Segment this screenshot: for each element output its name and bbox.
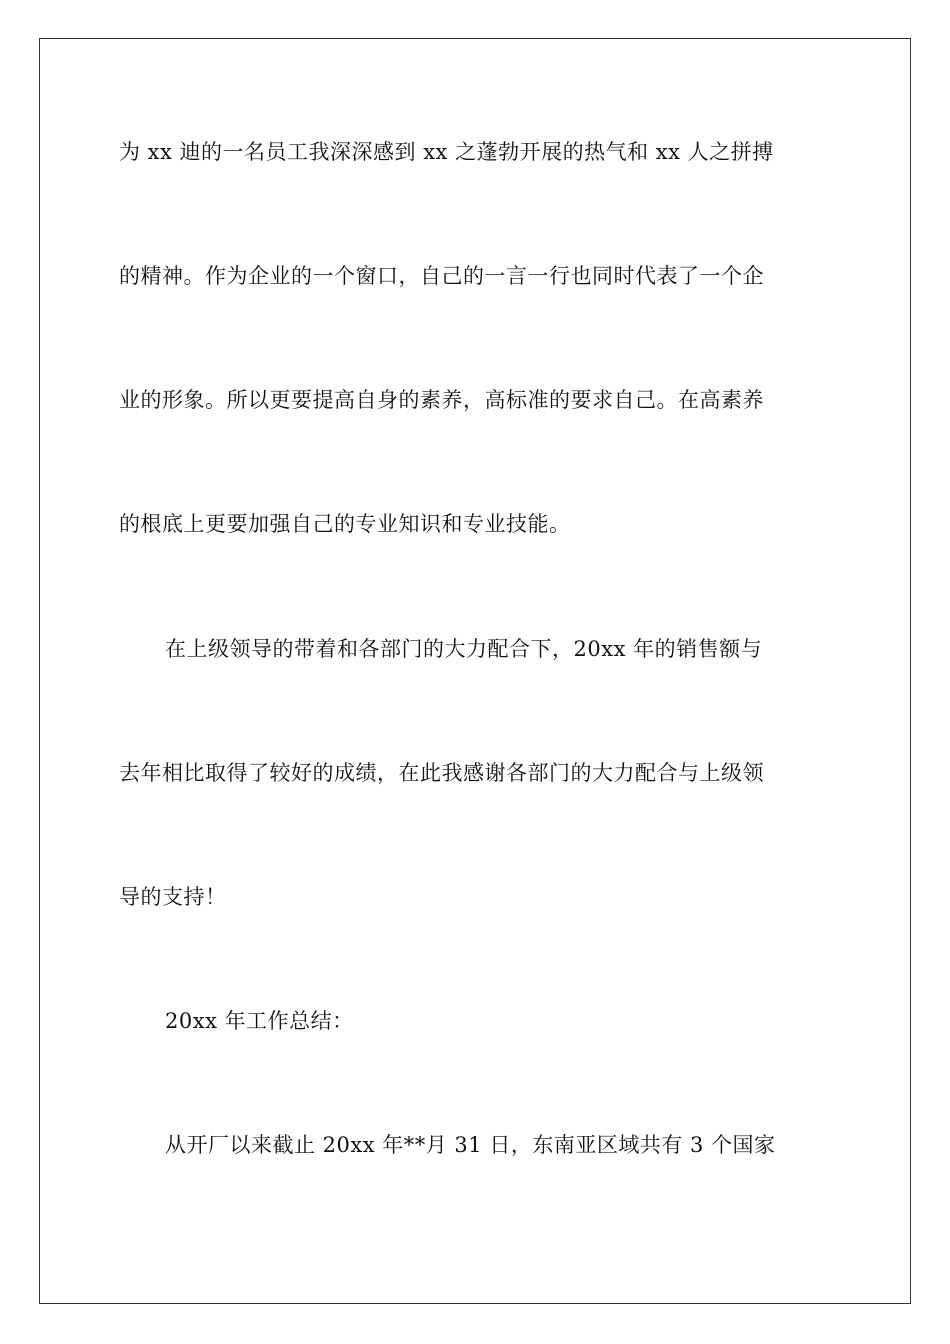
paragraph-line-3: 业的形象。所以更要提高自身的素养，高标准的要求自己。在高素养 — [119, 388, 764, 412]
paragraph-line-1: 为 xx 迪的一名员工我深深感到 xx 之蓬勃开展的热气和 xx 人之拼搏 — [119, 140, 774, 164]
paragraph-line-8: 从开厂以来截止 20xx 年**月 31 日，东南亚区域共有 3 个国家 — [165, 1133, 776, 1157]
section-heading: 20xx 年工作总结： — [165, 1009, 354, 1033]
paragraph-line-4: 的根底上更要加强自己的专业知识和专业技能。 — [119, 512, 571, 536]
paragraph-line-5: 在上级领导的带着和各部门的大力配合下，20xx 年的销售额与 — [165, 637, 763, 661]
document-page — [39, 38, 911, 1304]
paragraph-line-2: 的精神。作为企业的一个窗口，自己的一言一行也同时代表了一个企 — [119, 264, 764, 288]
paragraph-line-6: 去年相比取得了较好的成绩，在此我感谢各部门的大力配合与上级领 — [119, 761, 764, 785]
paragraph-line-7: 导的支持！ — [119, 885, 227, 909]
